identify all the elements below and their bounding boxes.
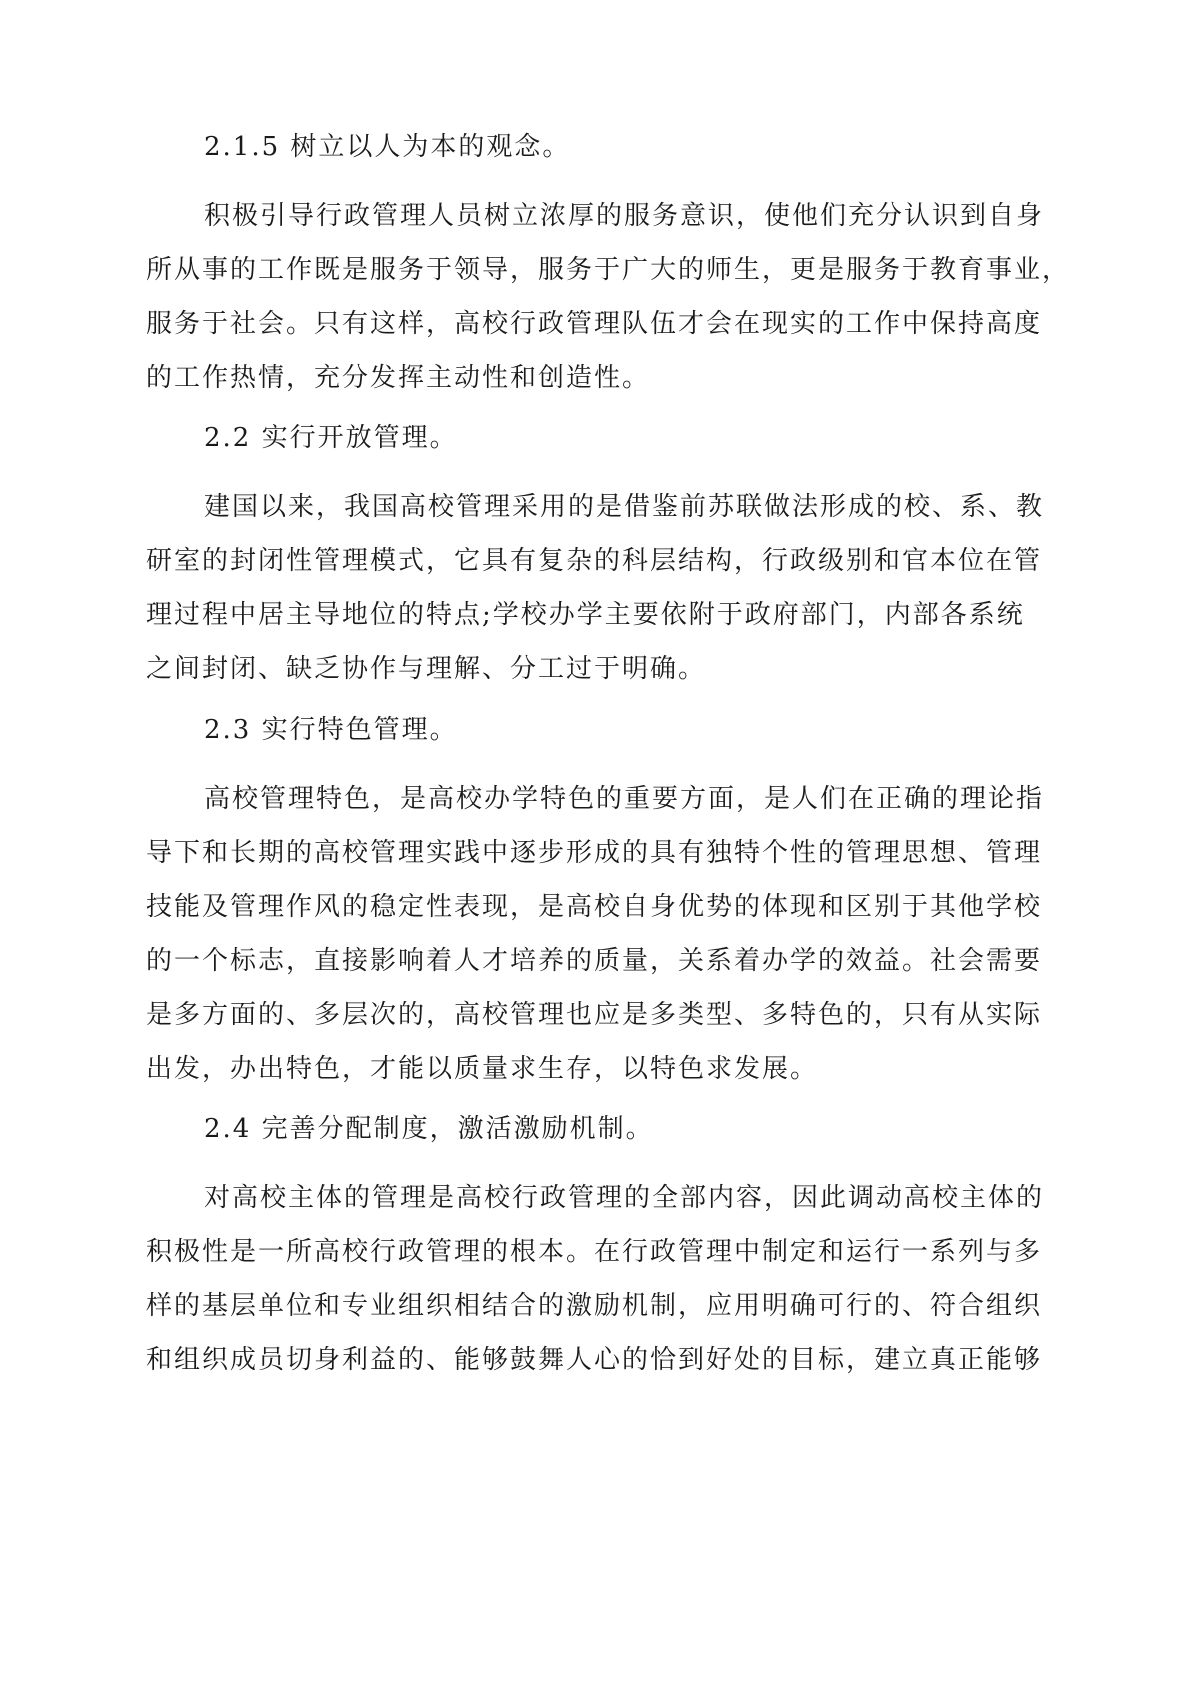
paragraph-line: 所从事的工作既是服务于领导，服务于广大的师生，更是服务于教育事业， xyxy=(146,255,1071,285)
paragraph-line: 积极引导行政管理人员树立浓厚的服务意识，使他们充分认识到自身 xyxy=(204,201,1045,231)
paragraph-line: 的一个标志，直接影响着人才培养的质量，关系着办学的效益。社会需要 xyxy=(146,946,1043,976)
paragraph-line: 技能及管理作风的稳定性表现，是高校自身优势的体现和区别于其他学校 xyxy=(146,892,1043,922)
paragraph-line: 样的基层单位和专业组织相结合的激励机制，应用明确可行的、符合组织 xyxy=(146,1291,1043,1321)
paragraph-line: 建国以来，我国高校管理采用的是借鉴前苏联做法形成的校、系、教 xyxy=(204,492,1045,522)
paragraph-2-1-5 xyxy=(146,189,1071,405)
paragraph-line: 理过程中居主导地位的特点;学校办学主要依附于政府部门，内部各系统 xyxy=(146,600,1025,630)
paragraph-line: 研室的封闭性管理模式，它具有复杂的科层结构，行政级别和官本位在管 xyxy=(146,546,1043,576)
paragraph-line: 的工作热情，充分发挥主动性和创造性。 xyxy=(146,363,651,393)
paragraph-line: 服务于社会。只有这样，高校行政管理队伍才会在现实的工作中保持高度 xyxy=(146,309,1043,339)
section-heading-2-4: 2.4 完善分配制度，激活激励机制。 xyxy=(204,1114,654,1144)
paragraph-2-4 xyxy=(146,1171,1046,1387)
paragraph-line: 之间封闭、缺乏协作与理解、分工过于明确。 xyxy=(146,654,707,684)
paragraph-line: 对高校主体的管理是高校行政管理的全部内容，因此调动高校主体的 xyxy=(204,1183,1045,1213)
paragraph-2-3 xyxy=(146,772,1046,1096)
section-heading-2-2: 2.2 实行开放管理。 xyxy=(204,423,458,453)
paragraph-2-2 xyxy=(146,480,1046,696)
paragraph-line: 导下和长期的高校管理实践中逐步形成的具有独特个性的管理思想、管理 xyxy=(146,838,1043,868)
section-heading-2-1-5: 2.1.5 树立以人为本的观念。 xyxy=(204,132,571,162)
paragraph-line: 是多方面的、多层次的，高校管理也应是多类型、多特色的，只有从实际 xyxy=(146,1000,1043,1030)
section-heading-2-3: 2.3 实行特色管理。 xyxy=(204,715,458,745)
paragraph-line: 积极性是一所高校行政管理的根本。在行政管理中制定和运行一系列与多 xyxy=(146,1237,1043,1267)
paragraph-line: 出发，办出特色，才能以质量求生存，以特色求发展。 xyxy=(146,1054,819,1084)
paragraph-line: 高校管理特色，是高校办学特色的重要方面，是人们在正确的理论指 xyxy=(204,784,1045,814)
paragraph-line: 和组织成员切身利益的、能够鼓舞人心的恰到好处的目标，建立真正能够 xyxy=(146,1345,1043,1375)
